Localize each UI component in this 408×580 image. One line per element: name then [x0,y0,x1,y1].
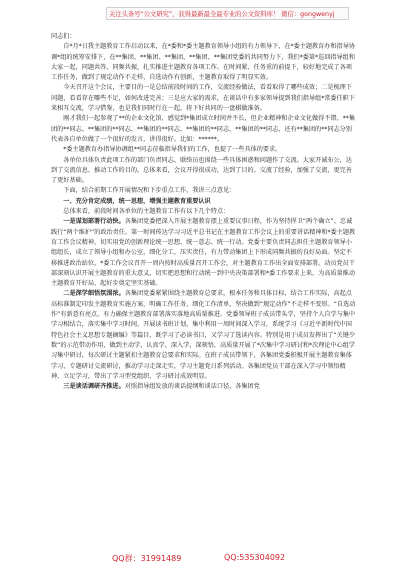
qq-group: QQ群：31991489 [112,554,182,563]
subsection-heading: 一是谋划部署行动快。 [63,218,125,226]
paragraph: 各单位具体负责此项工作的部门负责同志、联络员也围绕一些具体困惑和问题作了交流。大家开诚布公，达到了交流信息、推动工作的目的。总体来看，会议开得很成功，达到了目的。交流了经验，加强了交流，更完善了更好基础。 [51,156,352,185]
paragraph-text: 各集团党委紧紧围绕主题教育总要求，根本任务和具体目标，结合工作实际，高起点高标准制定印发主题教育实施方案，明确工作任务，细化工作清单，坚决做到“规定动作”不走样不变形。“自选动作”有新意有亮点，有力确保主题教育部署落实落地高质量推进。党委领导班子成员带头学，坚持个人自学与集中学习相结合，落实集中学习时间，开展读书班计划，集中利用一周时间深入学习，系统学习《习近平新时代中国特色社会主义思想专题摘编》等篇目，既学习了必读书目，又学习了选读内容。特别是用于成员发挥出了“关键少数”的示范带动作用，做到主动学、认真学、深入学、深刻悟，高质量开展了*次集中学习研讨和*次理论中心组学习集中研讨，每次研讨主题紧扣主题教育总要求和实际。在班子成员带领下，各集团党委积极开展主题教育集体学习、专题研讨交流研讨，推动学习走深走实，学习主题党日系列活动。各集团党员干部在深入学习中领悟精神、立足学习，带出了学习型党组织，学习研讨成效明显。 [51,290,356,380]
paragraph: 自*月*日我主题教育工作启动以来，在*委和*委主题教育领导小组的有力领导下，在*委主题教育办和指导协调*组的统筹安排下，在**集团、**集团、**集团、**集团、**集团党委的共同努力下，我们*委第*巡回指导组和大家一起，同题共答，同频共振，扎实推进主题教育各项工作。在时间紧、任务重的前提下，较好地完成了各项工作任务，做到了规定动作不走样，自选动作有创新，主题教育取得了明显实效。 [51,43,355,82]
paragraph [51,289,357,382]
subsection-heading: 三是谈话调研齐推进。 [63,383,125,391]
paragraph: 下面，结合前期工作开展情况和下步重点工作，我讲三点意见： [63,187,236,195]
greeting: 同志们： [51,33,76,40]
paragraph: *委主题教育办指导协调组**同志莅临指导我们的工作，也提了一些具体的要求。 [63,146,282,154]
paragraph: 刚才我们一起参观了**的企业文化馆，感觉到*集团成立时间并不长，但企业精神和企业文化做得不错。**集团的**同志、**集团的**同志、**集团的**同志、**集团的**同志、**集团的**同志，还有**集团的**同志分别代表各自单位做了一个很好的发言，讲得很好。比如：******。 [51,115,355,143]
section-heading: 一、充分肯定成绩，统一思想，增强主题教育重要认识 [63,197,211,205]
paragraph: 今天召开这个会议，主要目的一是总结前段时间的工作，交流经验做法，看看取得了哪些成效；二是梳理下问题，看看存在哪些不足，如何改进完善；三是应大家的需求，在谈话中有多家领导提到我们指导组*常委任职下来相互交流，学习借鉴，也是我们同时行在一起，将下好共同的一盘棋做准备。 [51,84,355,113]
paragraph [51,217,357,289]
qq-contact: QQ:535304092 [224,553,286,562]
paragraph-text: 对照指导组发放的谈话提纲和谈话口径，各集团党 [124,383,260,391]
document-body [51,32,357,392]
paragraph-text: 各集团党委把深入开展主题教育摆上重要议事日程，作为坚持捍卫“两个确立”、忠诚践行“两个维护”的政治责任。第一时间传达学习习近平总书记在主题教育工作会议上的重要讲话精神和*委主题教育工作会议精神，切实用党的创新理论统一思想、统一意志、统一行动。党委主要负责同志担任主题教育领导小组组长，成立了领导小组和办公室，细化分工，压实责任，有力带动集团上下形成同频共振的良好局面。坚定不移推进政治站位，*委工作会议召开一周内按时高质量召开工作会，对主题教育工作出全面安排部署。动员党员干部深刻认识开展主题教育的重大意义，切实把思想和行动统一到中央决策部署和*委工作要求上来，为高质量推动主题教育开好局、起好步奠定坚实基础。 [51,218,356,288]
paragraph [51,382,357,392]
subsection-heading: 二是深学细悟氛围浓。 [63,290,125,298]
header-banner: 关注头条号“公文研究”，获得最新最全最专业的公文资料库！ 微信：gongwenyj [106,7,349,20]
paragraph: 总体来看，前段时间各单位的主题教育工作有以下几个特点： [63,208,230,216]
